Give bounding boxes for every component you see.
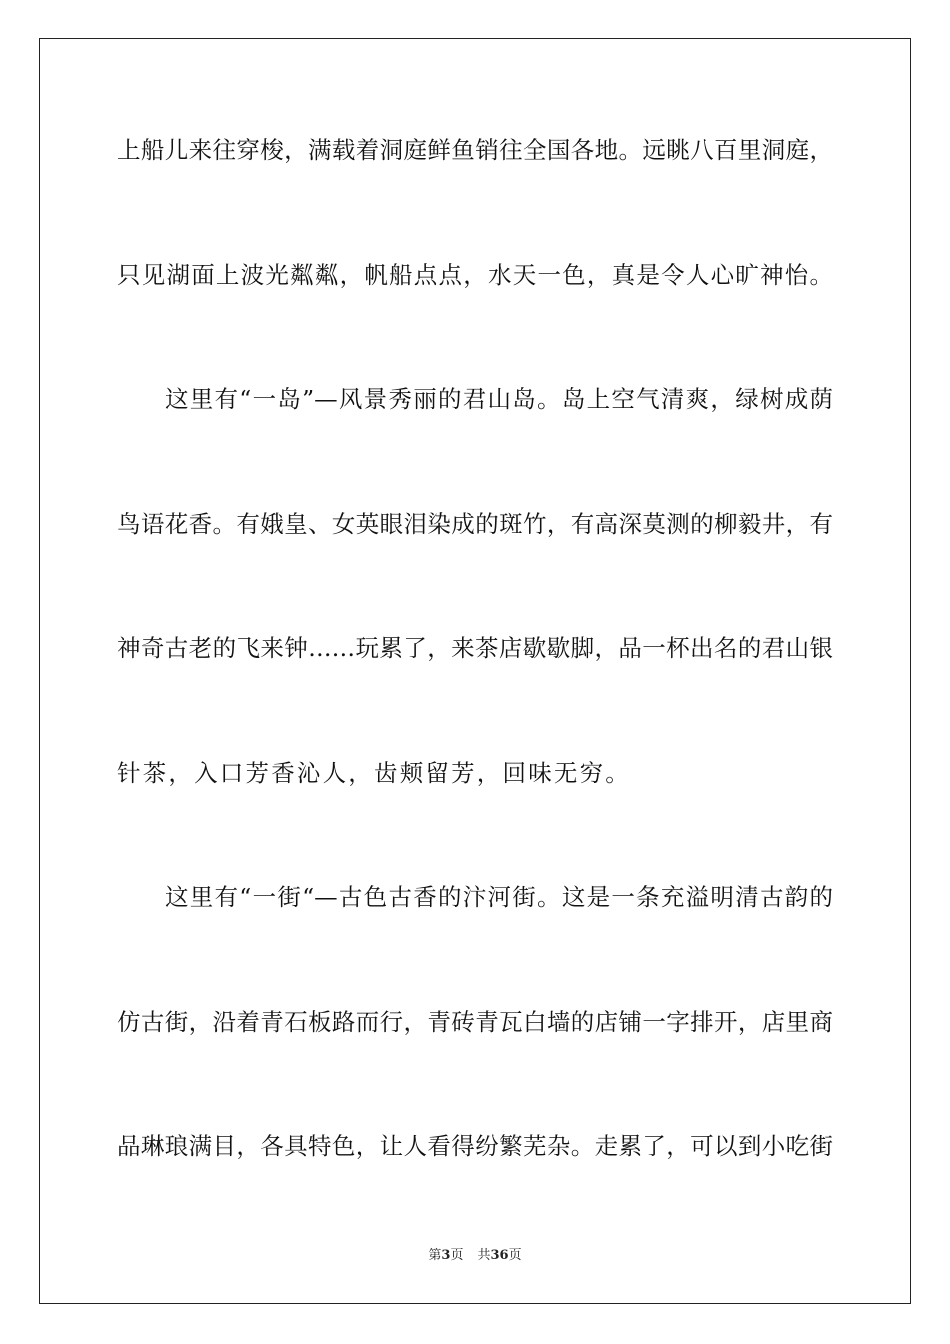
paragraph-line: 神奇古老的飞来钟……玩累了，来茶店歇歇脚，品一杯出名的君山银: [117, 634, 833, 662]
page-suffix: 页: [450, 1248, 464, 1263]
paragraph-line: 只见湖面上波光粼粼，帆船点点，水天一色，真是令人心旷神怡。: [117, 261, 833, 289]
paragraph-line: 这里有“一街“—古色古香的汴河街。这是一条充溢明清古韵的: [165, 883, 833, 911]
paragraph-line: 品琳琅满目，各具特色，让人看得纷繁芜杂。走累了，可以到小吃街: [117, 1132, 833, 1160]
paragraph-line: 这里有“一岛”—风景秀丽的君山岛。岛上空气清爽，绿树成荫: [165, 385, 833, 413]
page-prefix: 第: [428, 1248, 442, 1263]
total-pages: 36: [490, 1248, 509, 1263]
paragraph-line: 鸟语花香。有娥皇、女英眼泪染成的斑竹，有高深莫测的柳毅井，有: [117, 510, 833, 538]
total-suffix: 页: [508, 1248, 522, 1263]
page-border: [39, 38, 911, 1304]
paragraph-line: 仿古街，沿着青石板路而行，青砖青瓦白墙的店铺一字排开，店里商: [117, 1008, 833, 1036]
page-footer: [0, 1247, 950, 1265]
page-number: 3: [441, 1248, 451, 1263]
total-prefix: 共: [477, 1248, 491, 1263]
paragraph-line: 上船儿来往穿梭，满载着洞庭鲜鱼销往全国各地。远眺八百里洞庭，: [117, 136, 833, 164]
paragraph-line: 针茶，入口芳香沁人，齿颊留芳，回味无穷。: [117, 759, 631, 787]
